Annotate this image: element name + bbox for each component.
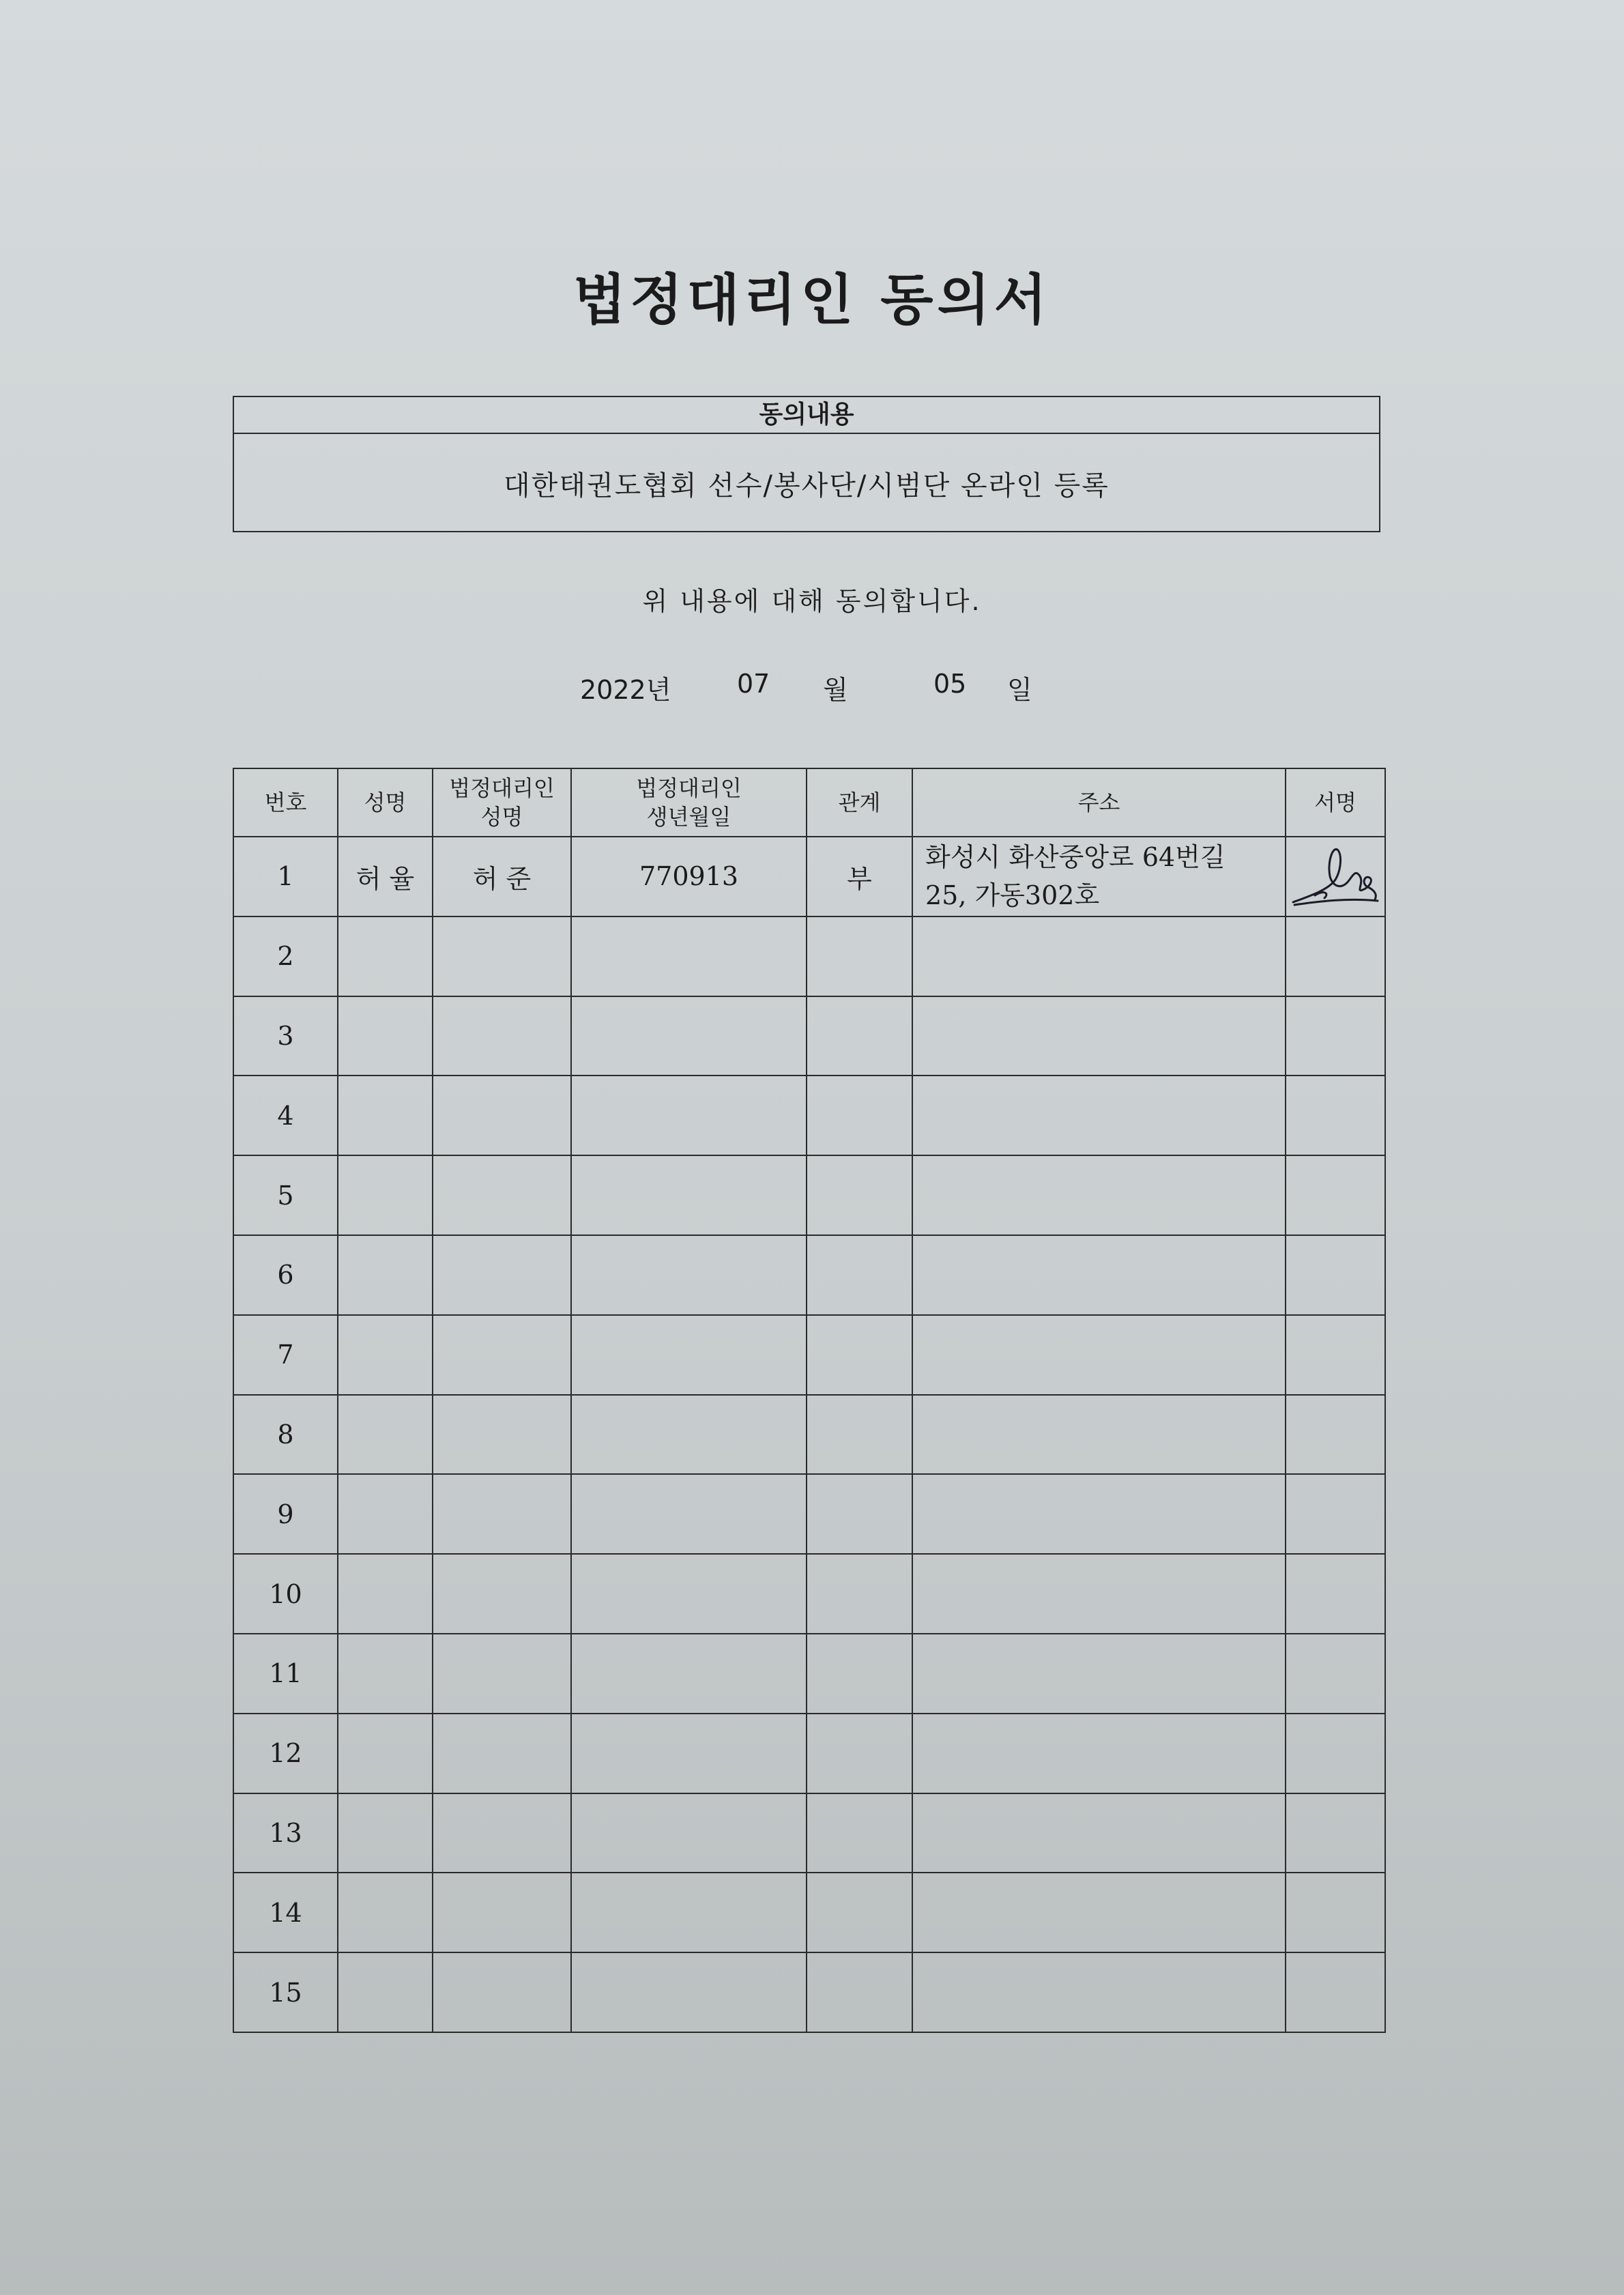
consent-heading: 동의내용: [234, 397, 1379, 434]
cell-guardian-name: 허 준: [433, 837, 571, 916]
header-address: 주소: [912, 768, 1286, 837]
header-guardian-birth-line1: 법정대리인: [636, 775, 742, 801]
header-guardian-birth: [571, 768, 807, 837]
agreement-statement: 위 내용에 대해 동의합니다.: [642, 586, 982, 616]
cell-name: 허 율: [338, 837, 433, 916]
consent-section: [233, 396, 1380, 532]
cell-relation: 부: [807, 837, 912, 916]
address-line-2: 25, 가동302호: [925, 880, 1100, 911]
table-header-row: [233, 768, 1385, 837]
cell-guardian-birth: 770913: [571, 837, 807, 916]
header-guardian-birth-line2: 생년월일: [646, 804, 731, 830]
table-row: [233, 1634, 1385, 1714]
header-guardian-name: [433, 768, 571, 837]
date-line: [0, 669, 1624, 710]
address-line-1: 화성시 화산중앙로 64번길: [925, 842, 1226, 873]
guardian-table: [233, 768, 1386, 2033]
table-row: [233, 1395, 1385, 1475]
cell-no: 15: [233, 1952, 338, 2032]
header-name: 성명: [338, 768, 433, 837]
cell-no: 12: [233, 1714, 338, 1793]
date-day-value: 05: [933, 669, 967, 699]
table-row: [233, 1155, 1385, 1235]
table-row: [233, 1873, 1385, 1952]
cell-no: 3: [233, 996, 338, 1076]
table-row: [233, 916, 1385, 996]
header-signature: 서명: [1286, 768, 1385, 837]
cell-no: 1: [233, 837, 338, 916]
cell-no: 9: [233, 1474, 338, 1554]
table-row: [233, 1793, 1385, 1873]
header-relation: 관계: [807, 768, 912, 837]
date-year: 2022년: [580, 675, 671, 705]
cell-no: 2: [233, 916, 338, 996]
cell-no: 11: [233, 1634, 338, 1714]
table-row: [233, 1076, 1385, 1155]
cell-no: 8: [233, 1395, 338, 1475]
cell-no: 4: [233, 1076, 338, 1155]
handwritten-signature: [1288, 842, 1383, 910]
header-guardian-name-line2: 성명: [480, 804, 523, 830]
cell-no: 13: [233, 1793, 338, 1873]
date-month-label: 월: [823, 675, 848, 705]
table-row: [233, 1474, 1385, 1554]
table-row: [233, 1315, 1385, 1395]
date-month-value: 07: [737, 669, 770, 699]
header-no: 번호: [233, 768, 338, 837]
document-title: 법정대리인 동의서: [572, 268, 1052, 332]
cell-no: 5: [233, 1155, 338, 1235]
table-row: [233, 837, 1385, 916]
table-row: [233, 1554, 1385, 1634]
cell-no: 14: [233, 1873, 338, 1952]
cell-address: [912, 837, 1286, 916]
cell-no: 10: [233, 1554, 338, 1634]
table-row: [233, 1714, 1385, 1793]
cell-signature: [1286, 837, 1385, 916]
table-row: [233, 1235, 1385, 1315]
consent-text: 대한태권도협회 선수/봉사단/시범단 온라인 등록: [504, 470, 1110, 502]
cell-no: 6: [233, 1235, 338, 1315]
table-row: [233, 1952, 1385, 2032]
date-day-label: 일: [1007, 675, 1032, 705]
header-guardian-name-line1: 법정대리인: [449, 775, 555, 801]
table-row: [233, 996, 1385, 1076]
cell-no: 7: [233, 1315, 338, 1395]
